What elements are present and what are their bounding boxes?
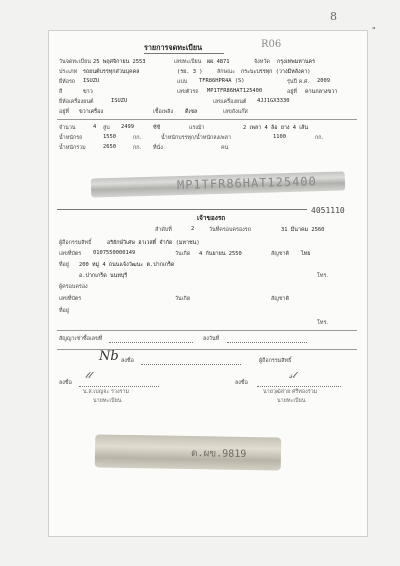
gas-tank-label: เลขถังแก๊ส xyxy=(223,109,248,115)
plate-value: ผผ 4871 xyxy=(207,59,230,65)
tape-strip-engine xyxy=(95,434,282,470)
id-label: เลขที่บัตร xyxy=(59,251,82,257)
contract-divider xyxy=(57,330,357,331)
cylinders-value: 4 xyxy=(93,124,97,130)
color-value: ขาว xyxy=(83,89,93,95)
gross-value: 2650 xyxy=(103,144,116,150)
id2-label: เลขที่บัตร xyxy=(59,296,82,302)
owner-section-divider xyxy=(57,209,307,210)
cylinders-unit: สูบ xyxy=(103,125,110,131)
nationality-value: ไทย xyxy=(301,251,311,257)
sign-label-2: ลงชื่อ xyxy=(59,380,72,386)
contract-label: สัญญาเช่าซื้อเลขที่ xyxy=(59,336,103,342)
type-value: รถยนต์บรรทุกส่วนบุคคล xyxy=(83,69,140,75)
registration-sheet xyxy=(48,30,368,537)
type-code: (รย. 3 ) xyxy=(177,69,203,75)
tape-overflow-text: 4051110 xyxy=(311,206,345,215)
reg-date-label: วันจดทะเบียน xyxy=(59,59,91,65)
reg-date-value: 25 พฤศจิกายน 2553 xyxy=(93,59,146,65)
chassis-loc-value: คานกลางขวา xyxy=(305,89,338,95)
load-unit: กก. xyxy=(315,135,324,141)
sign-label-1: ลงชื่อ xyxy=(121,358,134,364)
contract-date-dotted-line xyxy=(227,342,307,343)
engine-no-label: เลขเครื่องยนต์ xyxy=(213,99,247,105)
seat-unit: คน xyxy=(221,145,229,151)
load-value: 1100 xyxy=(273,134,286,140)
owner-date-value: 31 มีนาคม 2560 xyxy=(281,227,325,233)
registrar-name-2: นายวุฒิสาย ศรีทองร่วม xyxy=(263,389,318,395)
year-label: รุ่นปี ค.ศ. xyxy=(287,79,310,85)
phone2-label: โทร. xyxy=(317,320,329,326)
sign-dotted-1 xyxy=(141,364,241,365)
year-value: 2009 xyxy=(317,78,330,84)
style-label: ลักษณะ xyxy=(217,69,236,75)
nationality2-label: สัญชาติ xyxy=(271,296,290,302)
cc-value: 2499 xyxy=(121,124,134,130)
nationality-label: สัญชาติ xyxy=(271,251,290,257)
engine-brand-value: ISUZU xyxy=(111,98,128,104)
address2-label: ที่อยู่ xyxy=(59,308,69,314)
owner-date-label: วันที่ครอบครองรถ xyxy=(209,227,251,233)
handwritten-code: R06 xyxy=(261,39,282,50)
title-underline xyxy=(144,53,224,54)
type-label: ประเภท xyxy=(59,69,78,75)
registrar-title-1: นายทะเบียน xyxy=(93,398,122,404)
chassis-loc-label: อยู่ที่ xyxy=(287,89,297,95)
address-line2: อ.ปากเกร็ด นนทบุรี xyxy=(79,273,128,279)
possessor-label: ผู้ครอบครอง xyxy=(59,284,88,290)
rights-holder-label: ผู้ถือกรรมสิทธิ์ xyxy=(59,240,92,246)
registrar-signature-2: 𝓈𝓁 xyxy=(289,371,296,381)
province-value: กรุงเทพมหานคร xyxy=(277,59,316,65)
registrar-title-2: นายทะเบียน xyxy=(277,398,306,404)
gross-label: น้ำหนักรวม xyxy=(59,145,86,151)
hp-label: แรงม้า xyxy=(189,125,205,131)
chassis-label: เลขตัวรถ xyxy=(177,89,199,95)
registrar-signature-1: 𝓁𝓁 xyxy=(85,371,91,381)
province-label: จังหวัด xyxy=(254,59,270,65)
engine-brand-label: ยี่ห้อเครื่องยนต์ xyxy=(59,99,94,105)
engine-loc-value: ขวาเครื่อง xyxy=(79,109,103,115)
model-value: TFR86HPR4A (S) xyxy=(199,78,245,84)
owner-section-title: เจ้าของรถ xyxy=(197,214,226,222)
order-value: 2 xyxy=(191,226,195,232)
brand-value: ISUZU xyxy=(83,78,100,84)
fuel-label: เชื้อเพลิง xyxy=(153,109,174,115)
page-number: 8 xyxy=(330,10,337,23)
tape-engine-text: ด.ผข.9819 xyxy=(190,448,247,461)
page-mark: " xyxy=(372,26,376,35)
engine-no-value: 4JJ1GX3330 xyxy=(257,98,290,104)
rights-holder-value: อริยักษ์วิเศษ ฮาเวสติ์ จำกัด (มหาชน) xyxy=(107,240,200,246)
address-label: ที่อยู่ xyxy=(59,262,69,268)
style-value: กระบะบรรทุก (วางมีหลังคา) xyxy=(241,69,311,75)
color-label: สี xyxy=(59,89,63,95)
order-label: ลำดับที่ xyxy=(155,227,172,233)
contract-date-label: ลงวันที่ xyxy=(203,336,220,342)
id-value: 0107550000149 xyxy=(93,250,136,256)
weight-unit: กก. xyxy=(133,135,142,141)
birth2-label: วันเกิด xyxy=(175,296,191,302)
birth-label: วันเกิด xyxy=(175,251,191,257)
birth-value: 4 กันยายน 2550 xyxy=(199,251,242,257)
sign-dotted-3 xyxy=(257,386,341,387)
sign-label-3: ลงชื่อ xyxy=(235,380,248,386)
weight-label: น้ำหนักรถ xyxy=(59,135,83,141)
plate-label: เลขทะเบียน xyxy=(174,59,202,65)
chassis-value: MP1TFR86HAT125400 xyxy=(207,88,263,94)
tape-strip-chassis xyxy=(91,171,345,197)
load-label: น้ำหนักบรรทุก/น้ำหนักลงเพลา xyxy=(161,135,231,141)
address-line1: 200 หมู่ 4 ถนนแจ้งวัฒนะ ต.ปากเกร็ด xyxy=(79,262,175,268)
cc-unit: ซีซี xyxy=(153,125,161,131)
contract-dotted-line xyxy=(109,342,193,343)
owner-signature: Nb xyxy=(99,349,119,364)
axle-value: 2 เพลา 4 ล้อ ยาง 4 เส้น xyxy=(243,125,309,131)
seat-label: ที่นั่ง xyxy=(153,145,163,151)
sign-dotted-2 xyxy=(79,386,159,387)
rights-holder-sign-label: ผู้ถือกรรมสิทธิ์ xyxy=(259,358,292,364)
engine-loc-label: อยู่ที่ xyxy=(59,109,69,115)
brand-label: ยี่ห้อรถ xyxy=(59,79,76,85)
tape-chassis-text: MP1TFR86HAT125400 xyxy=(176,174,317,193)
fuel-value: ดีเซล xyxy=(185,109,198,115)
section-divider xyxy=(57,119,357,120)
page-title: รายการจดทะเบียน xyxy=(144,43,202,52)
registrar-name-1: น.ส.เบญจะ รวงราม xyxy=(83,389,130,395)
weight-value: 1550 xyxy=(103,134,116,140)
gross-unit: กก. xyxy=(133,145,142,151)
model-label: แบบ xyxy=(177,79,188,85)
phone-label: โทร. xyxy=(317,273,329,279)
cylinders-label: จำนวน xyxy=(59,125,76,131)
